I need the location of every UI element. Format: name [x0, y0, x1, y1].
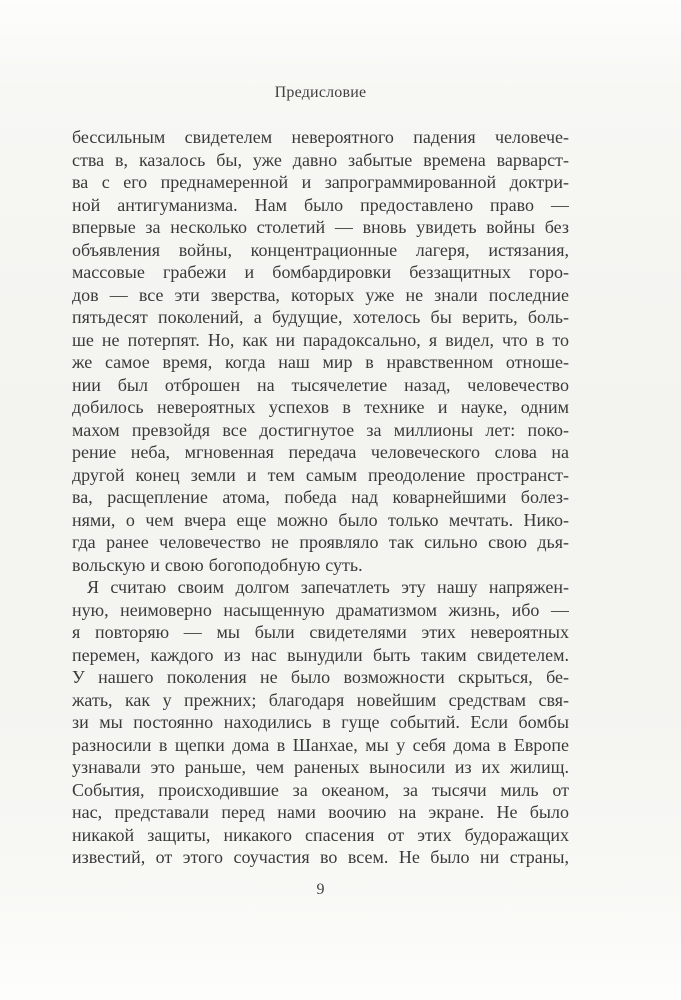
- text-line: объявления войны, концентрационные лагеря, истязания,: [72, 239, 569, 260]
- text-line: бессильным свидетелем невероятного падения человече-: [72, 127, 569, 147]
- text-line: известий, от этого соучастия во всем. Не было ни страны,: [72, 847, 569, 867]
- text-line: ной антигуманизма. Нам было предоставлено право —: [72, 194, 569, 215]
- text-line: нями, о чем вчера еще можно было только мечтать. Нико-: [72, 509, 569, 530]
- text-line: впервые за несколько столетий — вновь увидеть войны без: [72, 217, 569, 237]
- text-line: дов — все эти зверства, которых уже не знали последние: [72, 284, 569, 305]
- text-line: массовые грабежи и бомбардировки беззащитных горо-: [72, 262, 569, 282]
- page-number: 9: [316, 881, 325, 898]
- text-line: ва с его преднамеренной и запрограммированной доктри-: [72, 172, 569, 192]
- text-line: Я считаю своим долгом запечатлеть эту нашу напряжен-: [87, 577, 569, 597]
- text-line: рение неба, мгновенная передача человеческого слова на: [72, 442, 569, 462]
- text-line: жать, как у прежних; благодаря новейшим средствам свя-: [72, 689, 569, 710]
- text-line: ства в, казалось бы, уже давно забытые времена варварст-: [72, 149, 569, 170]
- text-line: гда ранее человечество не проявляло так сильно свою дья-: [72, 532, 569, 552]
- text-line: вольскую и свою богоподобную суть.: [72, 554, 363, 575]
- text-line: У нашего поколения не было возможности скрыться, бе-: [72, 667, 569, 687]
- text-line: добилось невероятных успехов в технике и науке, одним: [72, 397, 569, 417]
- text-line: События, происходившие за океаном, за тысячи миль от: [72, 779, 569, 800]
- running-head: Предисловие: [274, 84, 367, 101]
- text-line: же самое время, когда наш мир в нравственном отноше-: [72, 352, 569, 372]
- text-line: я повторяю — мы были свидетелями этих невероятных: [72, 622, 569, 642]
- text-line: разносили в щепки дома в Шанхае, мы у себя дома в Европе: [72, 734, 569, 755]
- text-line: никакой защиты, никакого спасения от этих будоражащих: [72, 824, 569, 845]
- text-line: махом превзойдя все достигнутое за миллионы лет: поко-: [72, 419, 569, 440]
- text-line: узнавали это раньше, чем раненых выносили из их жилищ.: [72, 757, 569, 777]
- text-line: зи мы постоянно находились в гуще событий. Если бомбы: [72, 712, 569, 732]
- paragraph: [72, 126, 569, 576]
- text-line: пятьдесят поколений, а будущие, хотелось бы верить, боль-: [72, 307, 569, 327]
- text-line: перемен, каждого из нас вынудили быть таким свидетелем.: [72, 644, 569, 665]
- text-line: ва, расщепление атома, победа над коварнейшими болез-: [72, 487, 569, 507]
- paragraph: [72, 576, 569, 869]
- text-line: ше не потерпят. Но, как ни парадоксально, я видел, что в то: [72, 329, 569, 350]
- body-text: [72, 126, 569, 869]
- text-line: нас, представали перед нами воочию на экране. Не было: [72, 802, 569, 822]
- text-line: ную, неимоверно насыщенную драматизмом жизнь, ибо —: [72, 599, 569, 620]
- text-line: нии был отброшен на тысячелетие назад, человечество: [72, 374, 569, 395]
- text-line: другой конец земли и тем самым преодоление пространст-: [72, 464, 569, 485]
